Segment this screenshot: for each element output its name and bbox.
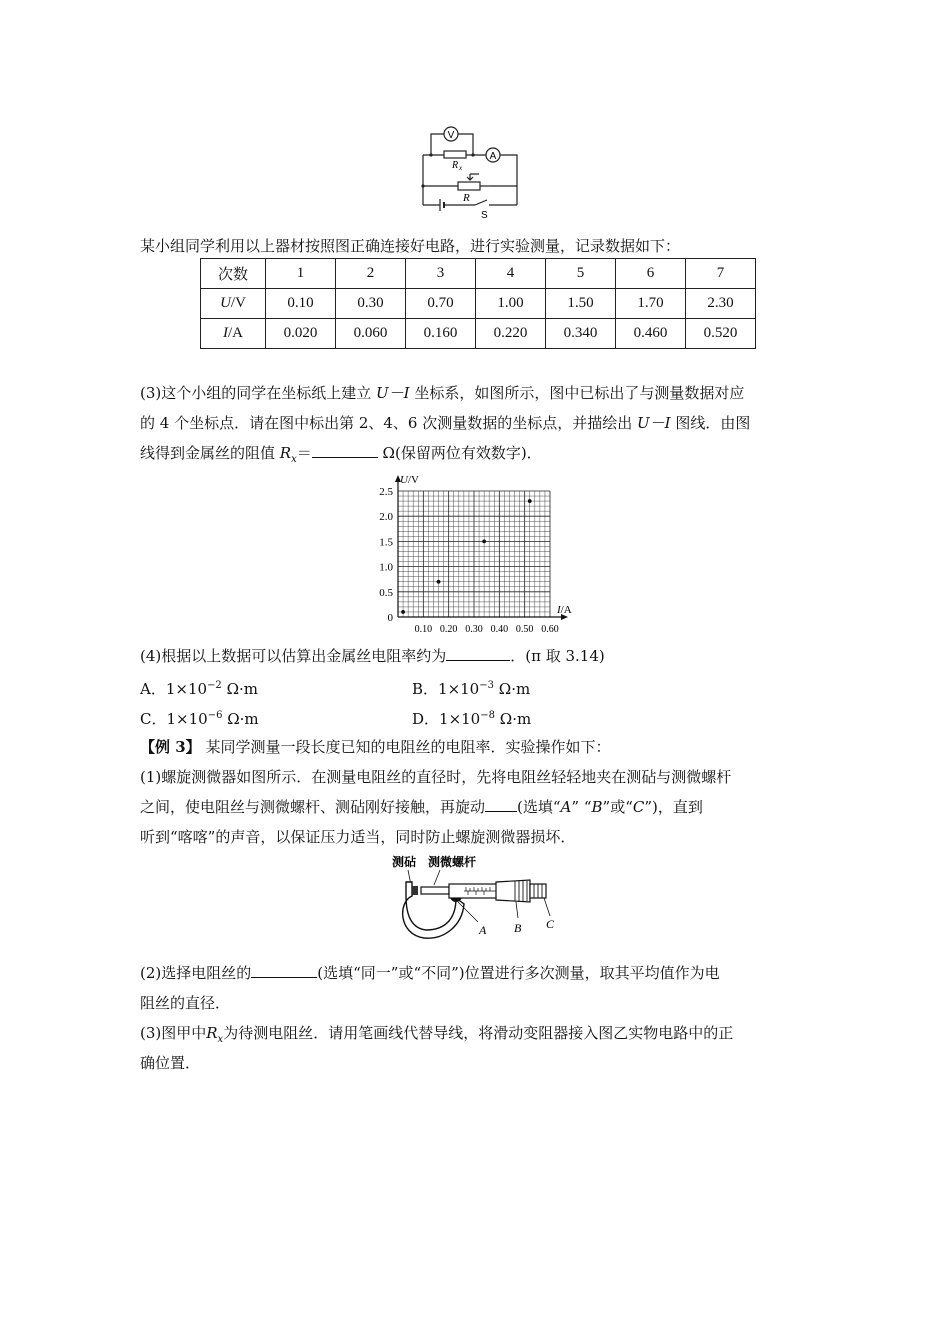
i-cell: 0.160	[406, 319, 476, 349]
switch-label: S	[481, 210, 488, 221]
y-tick-label: 0	[387, 612, 393, 624]
anvil-label: 测砧	[392, 855, 417, 869]
example3-tag: 【例 3】	[140, 738, 201, 756]
i-cell: 0.520	[686, 319, 756, 349]
i-cell: 0.460	[616, 319, 686, 349]
trial-cell: 4	[476, 259, 546, 289]
ex3-p1-line3: 听到“喀喀”的声音，以保证压力适当，同时防止螺旋测微器损坏．	[140, 828, 576, 846]
y-tick-label: 2.5	[379, 486, 393, 498]
ex3-p3-line1: (3)图甲中$R_x$为待测电阻丝．请用笔画线代替导线，将滑动变阻器接入图乙实物电路中的正	[140, 1024, 734, 1045]
u-cell: 1.00	[476, 289, 546, 319]
rx-label: R	[452, 160, 459, 171]
spindle-icon	[421, 887, 449, 894]
trial-cell: 7	[686, 259, 756, 289]
q3-line3: 线得到金属丝的阻值 $R_x= \Omega$(保留两位有效数字)．	[140, 444, 542, 465]
q3-line2: 的 4 个坐标点．请在图中标出第 2、4、6 次测量数据的坐标点，并描绘出 U－I 图线．由图	[140, 414, 751, 432]
x-tick-label: 0.50	[515, 624, 534, 635]
u-cell: 0.30	[336, 289, 406, 319]
table-row	[201, 319, 756, 349]
x-tick-label: 0.60	[541, 624, 559, 635]
data-point	[528, 499, 532, 503]
u-cell: 1.50	[546, 289, 616, 319]
answer-blank[interactable]	[312, 443, 378, 458]
y-tick-label: 0.5	[379, 586, 393, 599]
u-i-chart	[360, 472, 590, 642]
u-cell: 2.30	[686, 289, 756, 319]
y-tick-label: 1.0	[379, 561, 393, 574]
option-c[interactable]: C．$1\times 10^{-6}$ Ω·m	[140, 710, 259, 728]
ex3-p1-line1: (1)螺旋测微器如图所示．在测量电阻丝的直径时，先将电阻丝轻轻地夹在测砧与测微螺杆	[140, 768, 732, 786]
x-tick-label: 0.30	[465, 624, 483, 635]
ex3-p2-line1: (2)选择电阻丝的 (选填“同一”或“不同”)位置进行多次测量，取其平均值作为电	[140, 964, 720, 982]
q4-stem: (4)根据以上数据可以估算出金属丝电阻率约为 ．(π 取 3.14)	[140, 647, 605, 665]
q3-line1: (3)这个小组的同学在坐标纸上建立 U－I 坐标系，如图所示，图中已标出了与测量数据对应	[140, 384, 745, 402]
data-point	[482, 540, 486, 544]
y-axis-label: U/V	[400, 474, 419, 486]
trial-cell: 3	[406, 259, 476, 289]
micrometer-figure	[378, 852, 568, 952]
y-tick-label: 2.0	[379, 511, 393, 524]
rheostat-label: R	[463, 192, 470, 204]
answer-blank[interactable]	[251, 963, 317, 978]
x-tick-label: 0.20	[439, 624, 458, 635]
part-c-label: C	[546, 917, 555, 931]
i-cell: 0.220	[476, 319, 546, 349]
u-cell: 1.70	[616, 289, 686, 319]
table-row	[201, 259, 756, 289]
x-axis-label: I/A	[557, 604, 572, 616]
option-b[interactable]: B．$1\times 10^{-3}$ Ω·m	[412, 680, 531, 698]
row-header: 次数	[201, 259, 266, 289]
i-cell: 0.020	[266, 319, 336, 349]
trial-cell: 2	[336, 259, 406, 289]
i-cell: 0.060	[336, 319, 406, 349]
ex3-p1-line2: 之间，使电阻丝与测微螺杆、测砧刚好接触，再旋动 (选填“A” “B”或“C”)，直到	[140, 798, 703, 816]
rx-sub: x	[459, 164, 463, 172]
answer-blank[interactable]	[446, 646, 510, 661]
data-point	[437, 580, 441, 584]
circuit-diagram	[415, 122, 525, 222]
ammeter-label: A	[489, 151, 497, 162]
thimble-icon[interactable]	[496, 880, 530, 902]
example3-heading: 【例 3】 某同学测量一段长度已知的电阻丝的电阻率．实验操作如下：	[140, 738, 611, 756]
ex3-p3-line2: 确位置．	[140, 1054, 201, 1072]
trial-cell: 6	[616, 259, 686, 289]
table-row	[201, 289, 756, 319]
y-tick-label: 1.5	[379, 536, 393, 549]
ex3-p2-line2: 阻丝的直径．	[140, 994, 231, 1012]
intro-text: 某小组同学利用以上器材按照图正确连接好电路，进行实验测量，记录数据如下：	[140, 237, 681, 255]
i-cell: 0.340	[546, 319, 616, 349]
x-tick-label: 0.40	[490, 624, 509, 635]
i-header: I/A	[201, 319, 266, 349]
data-point	[401, 610, 405, 614]
option-a[interactable]: A．$1\times 10^{-2}$ Ω·m	[140, 680, 258, 698]
u-header: U/V	[201, 289, 266, 319]
trial-cell: 5	[546, 259, 616, 289]
option-d[interactable]: D．$1\times 10^{-8}$ Ω·m	[412, 710, 532, 728]
x-tick-label: 0.10	[414, 624, 433, 635]
data-table	[200, 258, 756, 349]
part-a-label: A	[479, 923, 487, 937]
part-b-label: B	[514, 921, 522, 935]
spindle-label: 测微螺杆	[428, 855, 477, 869]
u-cell: 0.10	[266, 289, 336, 319]
trial-cell: 1	[266, 259, 336, 289]
anvil-icon	[412, 886, 418, 895]
voltmeter-label: V	[447, 130, 455, 141]
u-cell: 0.70	[406, 289, 476, 319]
answer-blank[interactable]	[485, 797, 517, 812]
